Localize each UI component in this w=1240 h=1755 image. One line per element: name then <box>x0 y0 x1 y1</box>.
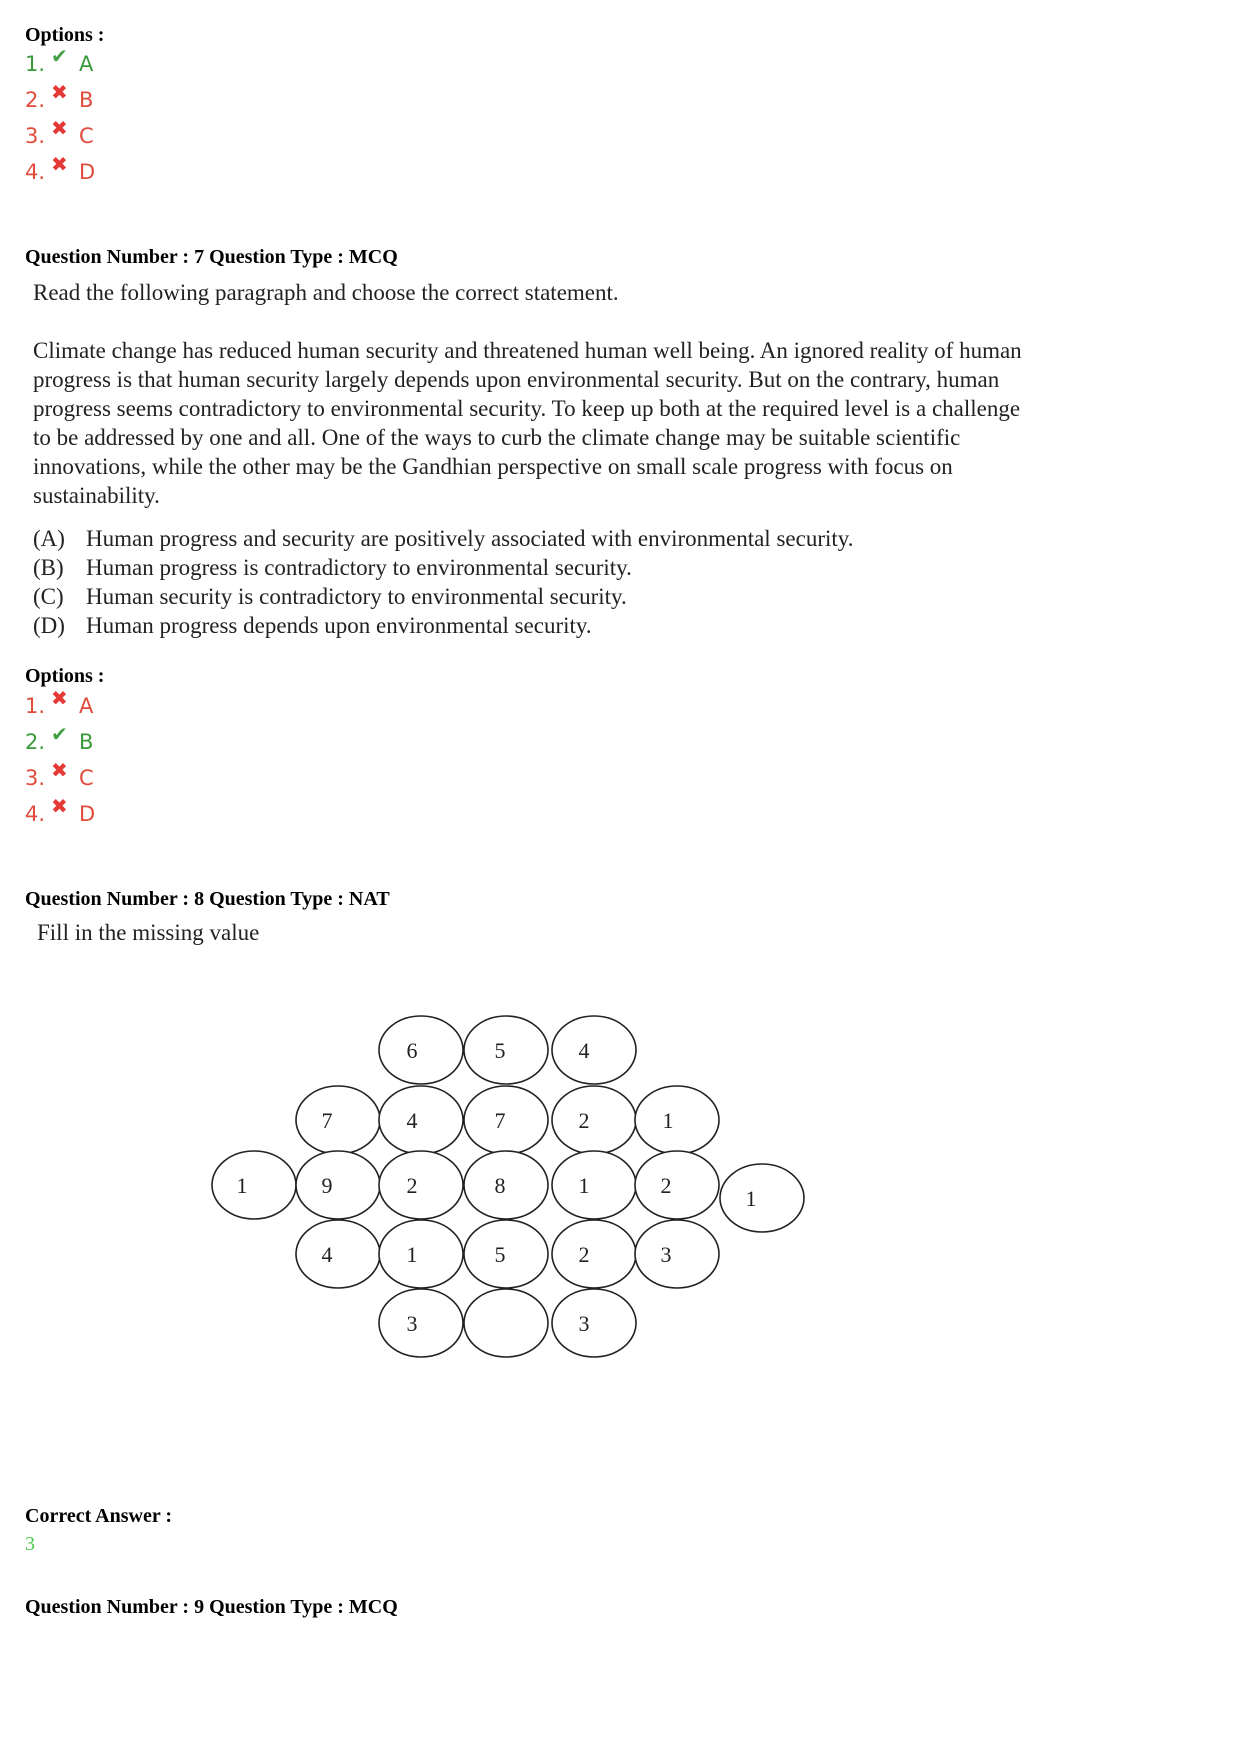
option-label: A <box>79 52 94 76</box>
option-label: B <box>79 88 94 112</box>
circle-value: 3 <box>660 1242 672 1267</box>
puzzle-circle <box>464 1289 548 1357</box>
circle-value: 2 <box>406 1173 418 1198</box>
option-number: 4. <box>25 802 46 826</box>
options-heading-q7: Options : <box>25 665 105 687</box>
option-label: B <box>79 730 94 754</box>
puzzle-circle <box>296 1151 380 1219</box>
choice-text: Human progress depends upon environmental security. <box>86 613 592 638</box>
puzzle-circle <box>379 1289 463 1357</box>
correct-answer-value: 3 <box>25 1533 35 1555</box>
puzzle-circle <box>212 1151 296 1219</box>
puzzle-circle <box>379 1151 463 1219</box>
option-label: D <box>79 802 96 826</box>
choice-text: Human progress is contradictory to environmental security. <box>86 555 632 580</box>
option-label: D <box>79 160 96 184</box>
puzzle-circle <box>635 1086 719 1154</box>
puzzle-circle <box>552 1086 636 1154</box>
question-header-q8: Question Number : 8 Question Type : NAT <box>25 888 390 910</box>
cross-icon: ✖ <box>51 80 68 104</box>
question-header-q9: Question Number : 9 Question Type : MCQ <box>25 1596 398 1618</box>
option-number: 3. <box>25 766 46 790</box>
puzzle-circle <box>379 1220 463 1288</box>
choice-label: (C) <box>33 584 64 609</box>
circle-value: 5 <box>494 1242 506 1267</box>
circle-value: 6 <box>406 1038 418 1063</box>
question-paragraph-q7: Climate change has reduced human security and threatened human well being. An ignored reality of human progress is that human security largely depends upon environmental security. But on the contrary, human progress seems contradictory to environmental security. To keep up both at the required level is a challenge to be addressed by one and all. One of the ways to curb the climate change may be suitable scientific innovations, while the other may be the Gandhian perspective on small scale progress with focus on sustainability. <box>33 338 1022 508</box>
circle-value: 3 <box>406 1311 418 1336</box>
puzzle-circle <box>379 1016 463 1084</box>
circle-value: 3 <box>578 1311 590 1336</box>
circle-value: 4 <box>406 1108 418 1133</box>
circle-value: 2 <box>660 1173 672 1198</box>
option-label: C <box>79 124 94 148</box>
circle-value: 1 <box>578 1173 590 1198</box>
cross-icon: ✖ <box>51 794 68 818</box>
option-number: 2. <box>25 88 46 112</box>
correct-answer-heading: Correct Answer : <box>25 1505 172 1527</box>
question-prompt-q8: Fill in the missing value <box>37 920 260 945</box>
question-header-q7: Question Number : 7 Question Type : MCQ <box>25 246 398 268</box>
puzzle-circle <box>379 1086 463 1154</box>
puzzle-circle <box>464 1016 548 1084</box>
puzzle-circle <box>464 1151 548 1219</box>
circle-value: 4 <box>578 1038 590 1063</box>
circle-value: 7 <box>321 1108 333 1133</box>
puzzle-circle <box>296 1220 380 1288</box>
puzzle-circle <box>552 1289 636 1357</box>
option-number: 2. <box>25 730 46 754</box>
circle-value: 1 <box>745 1186 757 1211</box>
choice-label: (D) <box>33 613 65 638</box>
circle-value: 1 <box>406 1242 418 1267</box>
option-number: 3. <box>25 124 46 148</box>
circle-value: 4 <box>321 1242 333 1267</box>
circle-value: 8 <box>494 1173 506 1198</box>
option-label: A <box>79 694 94 718</box>
circle-value: 1 <box>662 1108 674 1133</box>
check-icon: ✔ <box>51 722 68 746</box>
cross-icon: ✖ <box>51 116 68 140</box>
option-number: 4. <box>25 160 46 184</box>
circle-value: 7 <box>494 1108 506 1133</box>
circle-value: 9 <box>321 1173 333 1198</box>
circle-value: 5 <box>494 1038 506 1063</box>
circle-value: 2 <box>578 1242 590 1267</box>
puzzle-circle <box>552 1016 636 1084</box>
puzzle-circle <box>720 1164 804 1232</box>
circle-value: 1 <box>236 1173 248 1198</box>
choice-text: Human security is contradictory to environmental security. <box>86 584 627 609</box>
check-icon: ✔ <box>51 44 68 68</box>
choice-label: (B) <box>33 555 64 580</box>
puzzle-circle <box>296 1086 380 1154</box>
cross-icon: ✖ <box>51 152 68 176</box>
choice-text: Human progress and security are positively associated with environmental security. <box>86 526 854 551</box>
puzzle-circle <box>464 1220 548 1288</box>
puzzle-circle <box>552 1220 636 1288</box>
circle-value: 2 <box>578 1108 590 1133</box>
cross-icon: ✖ <box>51 758 68 782</box>
choice-label: (A) <box>33 526 65 551</box>
puzzle-circle <box>635 1220 719 1288</box>
option-number: 1. <box>25 694 46 718</box>
option-number: 1. <box>25 52 46 76</box>
puzzle-circle <box>635 1151 719 1219</box>
puzzle-circle <box>464 1086 548 1154</box>
cross-icon: ✖ <box>51 686 68 710</box>
option-label: C <box>79 766 94 790</box>
options-heading-q6: Options : <box>25 24 105 46</box>
puzzle-circle <box>552 1151 636 1219</box>
question-prompt-q7: Read the following paragraph and choose the correct statement. <box>33 280 619 305</box>
